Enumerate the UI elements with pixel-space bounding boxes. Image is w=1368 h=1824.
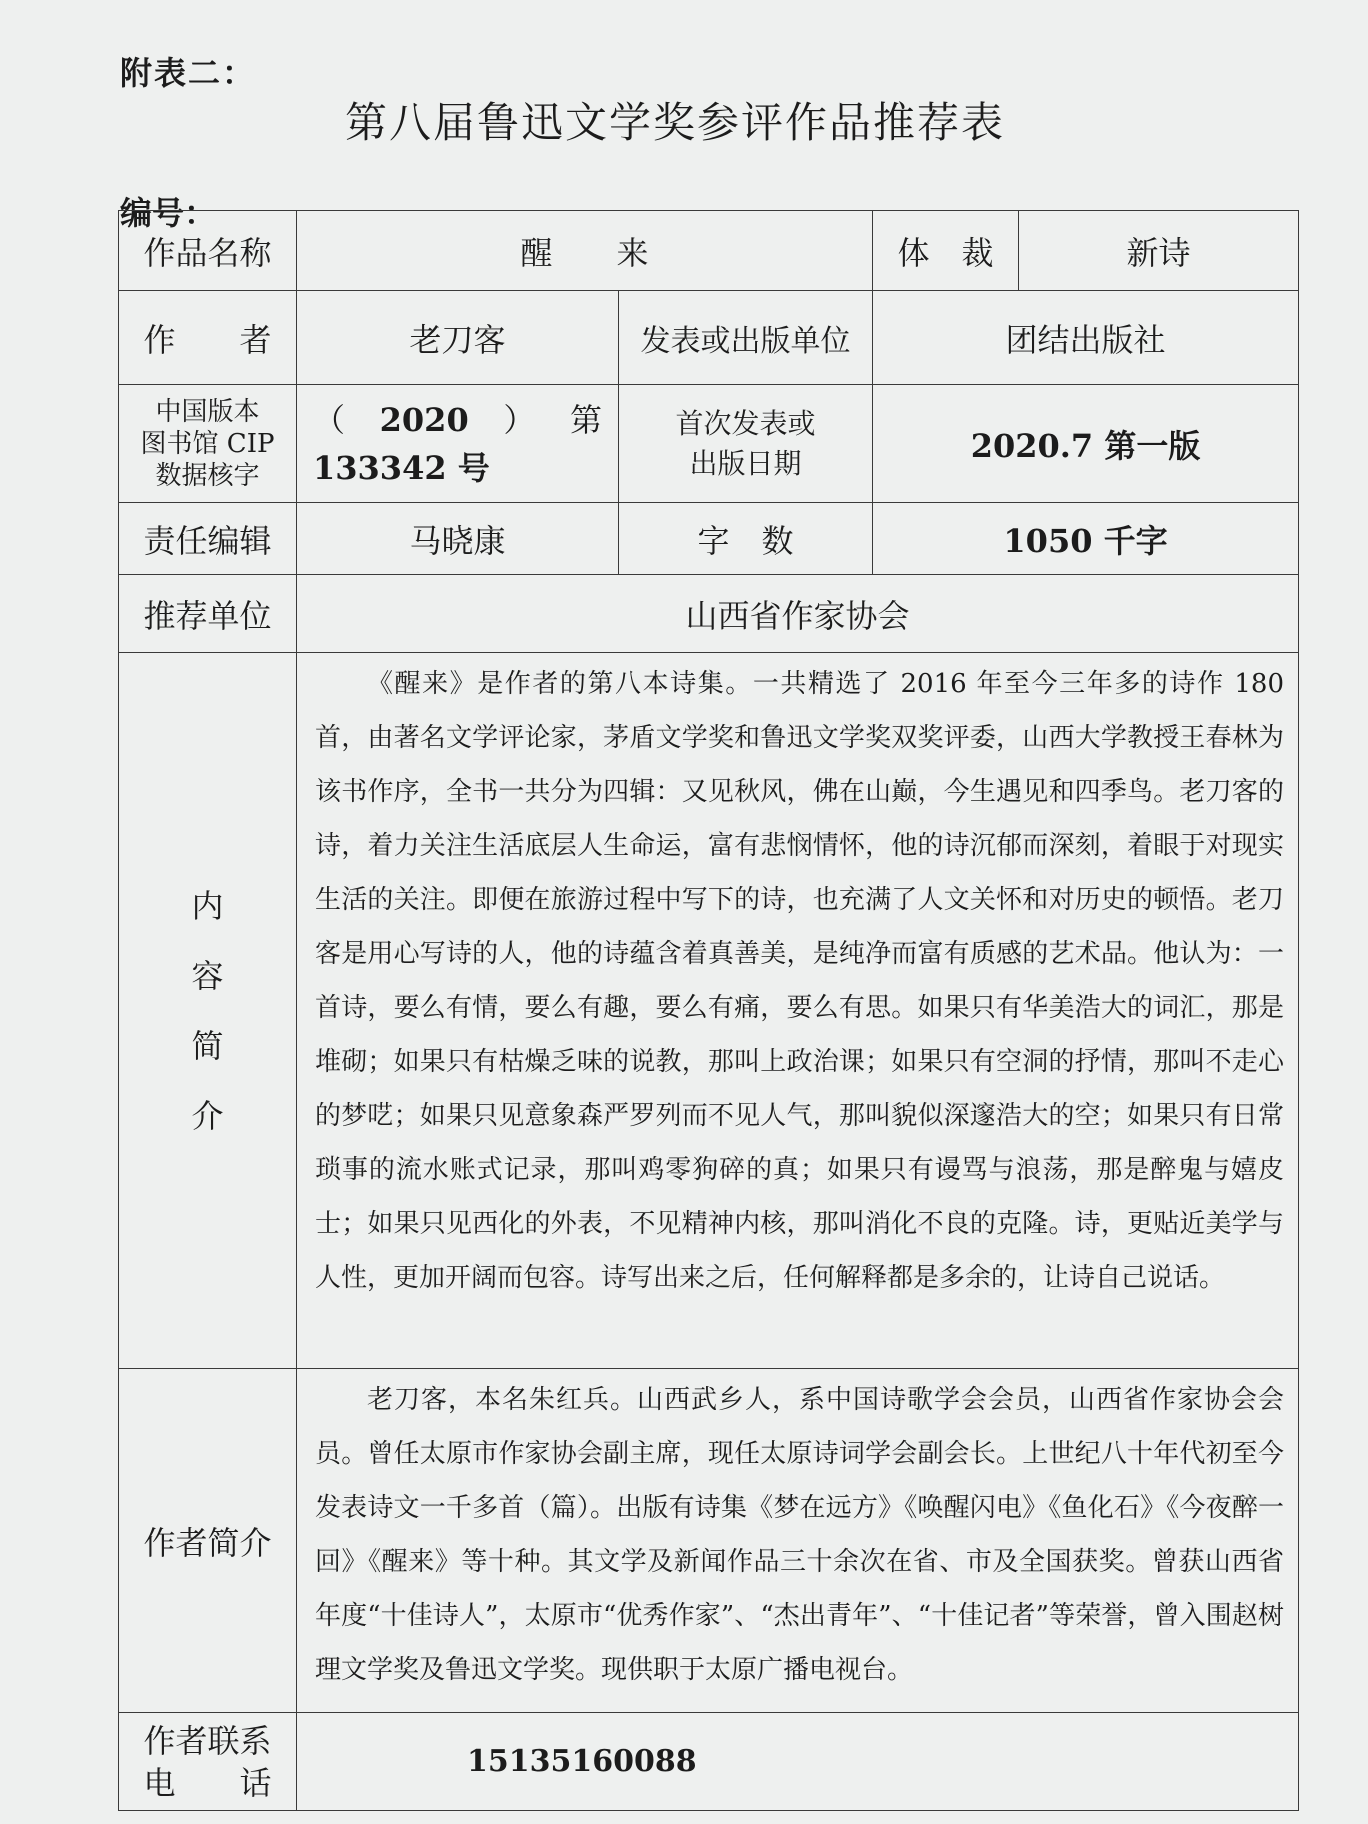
genre-label: 体 裁 (873, 211, 1019, 291)
editor-label: 责任编辑 (119, 503, 297, 575)
row-recommender (119, 575, 1299, 653)
summary-label-char-2: 容 (191, 956, 224, 995)
word-count-value: 1050 千字 (873, 503, 1299, 575)
row-editor (119, 503, 1299, 575)
editor-value: 马晓康 (297, 503, 619, 575)
recommendation-form-table (118, 210, 1299, 1811)
word-count-label: 字 数 (619, 503, 873, 575)
row-bio (119, 1369, 1299, 1713)
row-summary (119, 653, 1299, 1369)
pub-date-label (619, 385, 873, 503)
phone-label (119, 1713, 297, 1811)
cip-label-line-1: 中国版本 (155, 396, 260, 427)
recommender-label: 推荐单位 (119, 575, 297, 653)
publisher-value: 团结出版社 (873, 291, 1299, 385)
row-cip (119, 385, 1299, 503)
cip-value-line-1 (313, 396, 606, 444)
work-name-value: 醒 来 (297, 211, 873, 291)
work-name-label: 作品名称 (119, 211, 297, 291)
row-work-name (119, 211, 1299, 291)
cip-label (119, 385, 297, 503)
pub-date-value: 2020.7 第一版 (873, 385, 1299, 503)
serial-number-label: 编号： (120, 194, 217, 232)
phone-value: 15135160088 (297, 1713, 1299, 1811)
publisher-label: 发表或出版单位 (619, 291, 873, 385)
summary-label-char-1: 内 (191, 886, 224, 925)
cip-open-paren: （ (313, 400, 346, 439)
cip-value (297, 385, 619, 503)
summary-paragraph: 《醒来》是作者的第八本诗集。一共精选了 2016 年至今三年多的诗作 180 首，由著名文学评论家，茅盾文学奖和鲁迅文学奖双奖评委，山西大学教授王春林为该书作序，全书一共分为四辑：又见秋风，佛在山巅，今生遇见和四季鸟。老刀客的诗，着力关注生活底层人生命运，富有悲悯情怀，他的诗沉郁而深刻，着眼于对现实生活的关注。即便在旅游过程中写下的诗，也充满了人文关怀和对历史的顿悟。老刀客是用心写诗的人，他的诗蕴含着真善美，是纯净而富有质感的艺术品。他认为：一首诗，要么有情，要么有趣，要么有痛，要么有思。如果只有华美浩大的词汇，那是堆砌；如果只有枯燥乏味的说教，那叫上政治课；如果只有空洞的抒情，那叫不走心的梦呓；如果只见意象森严罗列而不见人气，那叫貌似深邃浩大的空；如果只有日常琐事的流水账式记录，那叫鸡零狗碎的真；如果只有谩骂与浪荡，那是醉鬼与嬉皮士；如果只见西化的外表，不见精神内核，那叫消化不良的克隆。诗，更贴近美学与人性，更加开阔而包容。诗写出来之后，任何解释都是多余的，让诗自己说话。 (315, 669, 1285, 1293)
form-title: 第八届鲁迅文学奖参评作品推荐表 (345, 98, 1006, 147)
summary-text (297, 653, 1299, 1369)
cip-label-line-2: 图书馆 CIP (140, 428, 275, 459)
summary-label-char-3: 简 (191, 1026, 224, 1065)
bio-label: 作者简介 (119, 1369, 297, 1713)
cip-number: 133342 号 (313, 448, 490, 487)
attachment-label: 附表二： (120, 54, 257, 92)
cip-label-line-3: 数据核字 (155, 460, 260, 491)
summary-label (119, 653, 297, 1369)
pub-date-label-line-2: 出版日期 (689, 446, 802, 480)
author-value: 老刀客 (297, 291, 619, 385)
summary-label-char-4: 介 (191, 1096, 224, 1135)
pub-date-label-line-1: 首次发表或 (675, 406, 816, 440)
cip-year: 2020 (379, 400, 469, 439)
phone-label-line-1: 作者联系 (143, 1721, 272, 1760)
row-author (119, 291, 1299, 385)
row-phone (119, 1713, 1299, 1811)
author-label: 作 者 (119, 291, 297, 385)
bio-paragraph: 老刀客，本名朱红兵。山西武乡人，系中国诗歌学会会员，山西省作家协会会员。曾任太原市作家协会副主席，现任太原诗词学会副会长。上世纪八十年代初至今发表诗文一千多首（篇）。出版有诗集《梦在远方》《唤醒闪电》《鱼化石》《今夜醉一回》《醒来》等十种。其文学及新闻作品三十余次在省、市及全国获奖。曾获山西省年度“十佳诗人”，太原市“优秀作家”、“杰出青年”、“十佳记者”等荣誉，曾入围赵树理文学奖及鲁迅文学奖。现供职于太原广播电视台。 (315, 1385, 1285, 1685)
cip-close-paren: ） (503, 400, 536, 439)
phone-label-line-2: 电 话 (143, 1763, 272, 1802)
genre-value: 新诗 (1019, 211, 1299, 291)
bio-text (297, 1369, 1299, 1713)
recommender-value: 山西省作家协会 (297, 575, 1299, 653)
cip-di: 第 (569, 400, 602, 439)
